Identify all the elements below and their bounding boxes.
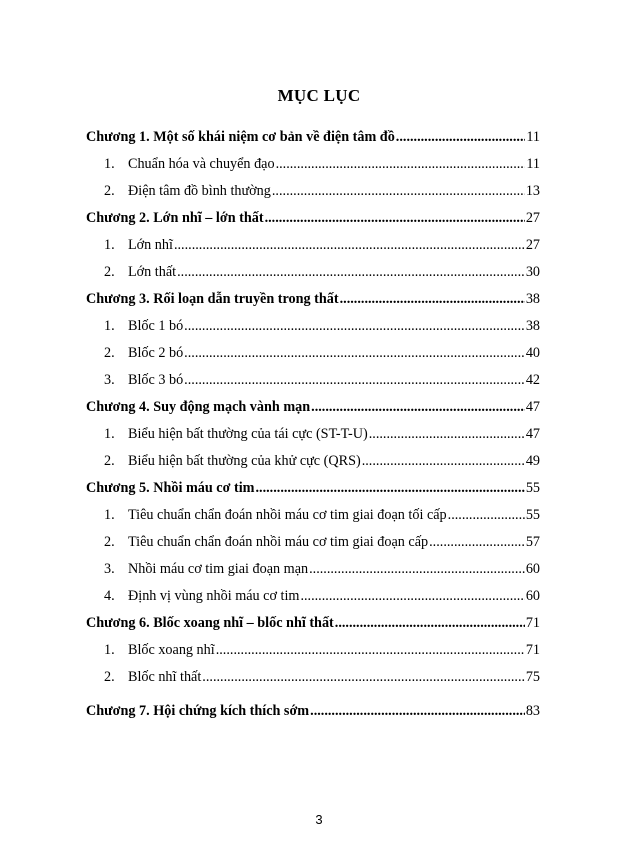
dot-leader bbox=[369, 425, 525, 444]
item-label: Blốc 2 bó bbox=[128, 345, 184, 361]
item-number: 1. bbox=[104, 318, 115, 334]
item-number: 4. bbox=[104, 588, 115, 604]
page-number: 3 bbox=[315, 812, 323, 827]
item-page-number: 40 bbox=[525, 345, 540, 361]
item-page-number: 47 bbox=[525, 426, 540, 442]
dot-leader bbox=[335, 614, 525, 633]
dot-leader bbox=[448, 506, 525, 525]
item-page-number: 38 bbox=[525, 318, 540, 334]
dot-leader bbox=[396, 128, 526, 147]
item-label: Blốc xoang nhĩ bbox=[128, 642, 215, 658]
page-title: MỤC LỤC bbox=[277, 86, 361, 105]
item-label: Tiêu chuẩn chẩn đoán nhồi máu cơ tim giai đoạn tối cấp bbox=[128, 507, 447, 523]
item-number: 2. bbox=[104, 345, 115, 361]
dot-leader bbox=[276, 155, 526, 174]
item-number: 2. bbox=[104, 453, 115, 469]
toc-item[interactable] bbox=[86, 641, 540, 668]
chapter-label: Chương 3. Rối loạn dẫn truyền trong thất bbox=[86, 291, 339, 307]
item-number: 1. bbox=[104, 507, 115, 523]
item-number: 1. bbox=[104, 642, 115, 658]
toc-chapter-2[interactable] bbox=[86, 209, 540, 236]
dot-leader bbox=[310, 702, 525, 721]
item-page-number: 42 bbox=[525, 372, 540, 388]
toc-chapter-4[interactable] bbox=[86, 398, 540, 425]
toc-item[interactable] bbox=[86, 317, 540, 344]
dot-leader bbox=[265, 209, 525, 228]
item-page-number: 60 bbox=[525, 588, 540, 604]
dot-leader bbox=[174, 236, 525, 255]
item-number: 1. bbox=[104, 237, 115, 253]
item-label: Biểu hiện bất thường của tái cực (ST-T-U) bbox=[128, 426, 368, 442]
chapter-label: Chương 1. Một số khái niệm cơ bản về điện tâm đồ bbox=[86, 129, 395, 145]
chapter-label: Chương 4. Suy động mạch vành mạn bbox=[86, 399, 311, 415]
dot-leader bbox=[429, 533, 525, 552]
item-page-number: 49 bbox=[525, 453, 540, 469]
item-label: Định vị vùng nhồi máu cơ tim bbox=[128, 588, 300, 604]
item-page-number: 55 bbox=[525, 507, 540, 523]
toc-chapter-3[interactable] bbox=[86, 290, 540, 317]
item-label: Nhồi máu cơ tim giai đoạn mạn bbox=[128, 561, 309, 577]
item-label: Lớn nhĩ bbox=[128, 237, 173, 253]
item-label: Tiêu chuẩn chẩn đoán nhồi máu cơ tim giai đoạn cấp bbox=[128, 534, 429, 550]
item-page-number: 27 bbox=[525, 237, 540, 253]
toc-item[interactable] bbox=[86, 587, 540, 614]
dot-leader bbox=[311, 398, 525, 417]
item-page-number: 11 bbox=[526, 156, 540, 172]
dot-leader bbox=[216, 641, 525, 660]
dot-leader bbox=[177, 263, 525, 282]
item-page-number: 71 bbox=[525, 642, 540, 658]
chapter-label: Chương 6. Blốc xoang nhĩ – blốc nhĩ thất bbox=[86, 615, 334, 631]
dot-leader bbox=[202, 668, 525, 687]
item-page-number: 57 bbox=[525, 534, 540, 550]
toc-item[interactable] bbox=[86, 344, 540, 371]
chapter-page-number: 83 bbox=[525, 703, 540, 719]
dot-leader bbox=[184, 317, 525, 336]
toc-item[interactable] bbox=[86, 425, 540, 452]
dot-leader bbox=[184, 371, 525, 390]
item-label: Điện tâm đồ bình thường bbox=[128, 183, 271, 199]
dot-leader bbox=[255, 479, 524, 498]
item-number: 2. bbox=[104, 669, 115, 685]
toc-item[interactable] bbox=[86, 560, 540, 587]
toc-item[interactable] bbox=[86, 506, 540, 533]
chapter-page-number: 38 bbox=[525, 291, 540, 307]
toc-chapter-5[interactable] bbox=[86, 479, 540, 506]
dot-leader bbox=[272, 182, 525, 201]
toc-item[interactable] bbox=[86, 182, 540, 209]
chapter-label: Chương 5. Nhồi máu cơ tim bbox=[86, 480, 255, 496]
toc-item[interactable] bbox=[86, 155, 540, 182]
toc-item[interactable] bbox=[86, 668, 540, 695]
item-label: Blốc 1 bó bbox=[128, 318, 184, 334]
toc-chapter-1[interactable] bbox=[86, 128, 540, 155]
item-number: 1. bbox=[104, 156, 115, 172]
chapter-label: Chương 7. Hội chứng kích thích sớm bbox=[86, 703, 310, 719]
item-page-number: 75 bbox=[525, 669, 540, 685]
table-of-contents bbox=[86, 128, 540, 729]
toc-chapter-6[interactable] bbox=[86, 614, 540, 641]
dot-leader bbox=[362, 452, 525, 471]
item-number: 2. bbox=[104, 534, 115, 550]
chapter-page-number: 71 bbox=[525, 615, 540, 631]
dot-leader bbox=[300, 587, 524, 606]
item-label: Chuẩn hóa và chuyển đạo bbox=[128, 156, 275, 172]
toc-chapter-7[interactable] bbox=[86, 702, 540, 729]
item-number: 2. bbox=[104, 264, 115, 280]
item-page-number: 30 bbox=[525, 264, 540, 280]
dot-leader bbox=[309, 560, 525, 579]
item-label: Lớn thất bbox=[128, 264, 177, 280]
item-page-number: 60 bbox=[525, 561, 540, 577]
item-label: Blốc nhĩ thất bbox=[128, 669, 202, 685]
toc-item[interactable] bbox=[86, 533, 540, 560]
chapter-page-number: 11 bbox=[526, 129, 540, 145]
item-number: 3. bbox=[104, 561, 115, 577]
toc-item[interactable] bbox=[86, 236, 540, 263]
item-page-number: 13 bbox=[525, 183, 540, 199]
item-label: Biểu hiện bất thường của khử cực (QRS) bbox=[128, 453, 361, 469]
toc-item[interactable] bbox=[86, 371, 540, 398]
dot-leader bbox=[184, 344, 525, 363]
toc-item[interactable] bbox=[86, 263, 540, 290]
chapter-page-number: 55 bbox=[525, 480, 540, 496]
item-number: 1. bbox=[104, 426, 115, 442]
item-number: 3. bbox=[104, 372, 115, 388]
toc-item[interactable] bbox=[86, 452, 540, 479]
chapter-page-number: 47 bbox=[525, 399, 540, 415]
item-label: Blốc 3 bó bbox=[128, 372, 184, 388]
dot-leader bbox=[340, 290, 525, 309]
chapter-label: Chương 2. Lớn nhĩ – lớn thất bbox=[86, 210, 264, 226]
chapter-page-number: 27 bbox=[525, 210, 540, 226]
item-number: 2. bbox=[104, 183, 115, 199]
